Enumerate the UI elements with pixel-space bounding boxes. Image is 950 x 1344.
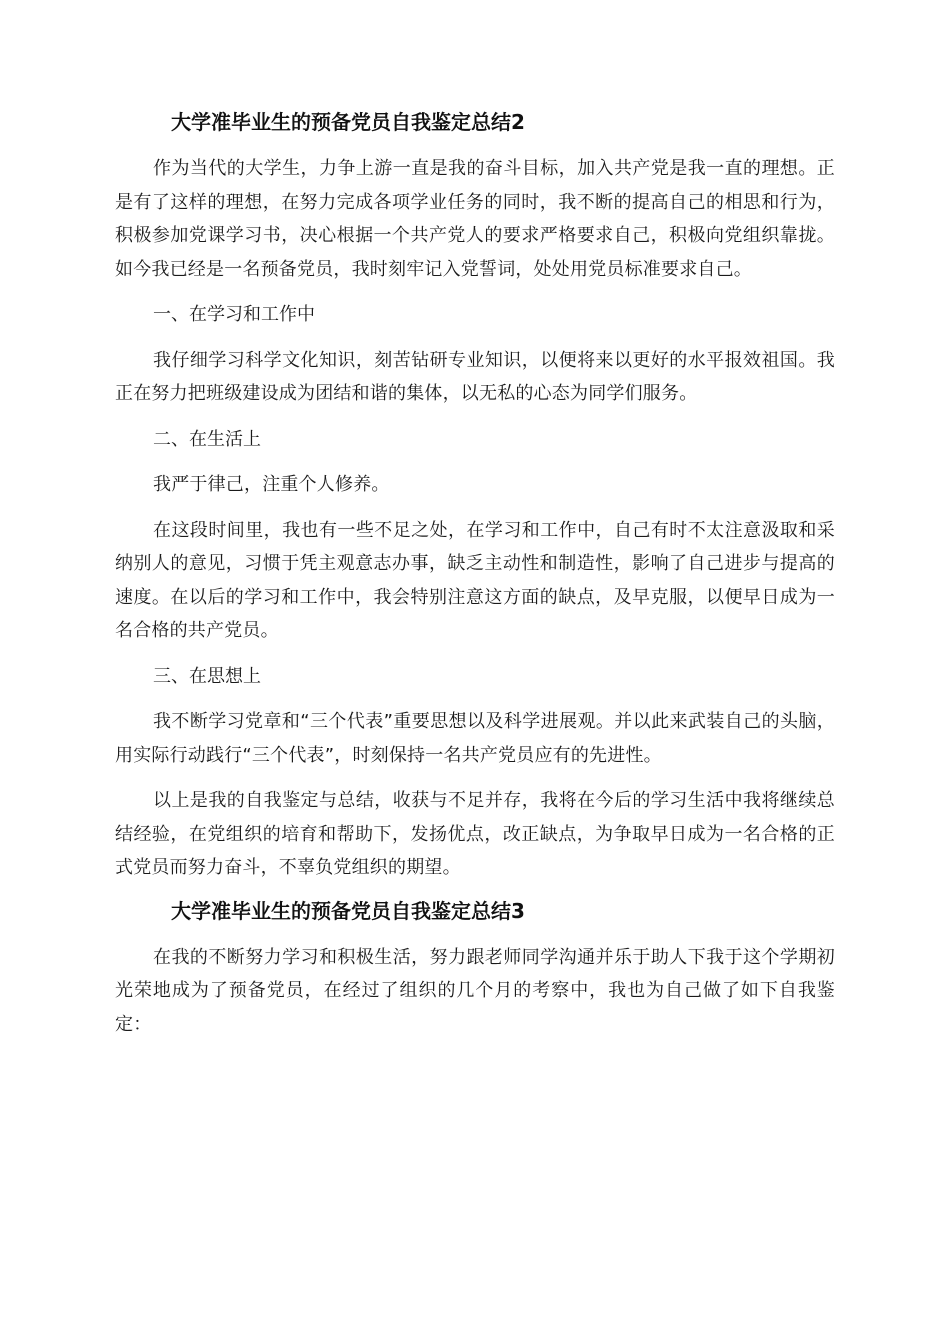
paragraph-study-work: 我仔细学习科学文化知识，刻苦钻研专业知识，以便将来以更好的水平报效祖国。我正在努力把班级建设成为团结和谐的集体，以无私的心态为同学们服务。 [115, 349, 835, 404]
subheading-thought: 三、在思想上 [153, 665, 261, 687]
section-heading-2: 大学准毕业生的预备党员自我鉴定总结2 [171, 110, 525, 134]
subheading-study-work: 一、在学习和工作中 [153, 304, 315, 325]
section-heading-3: 大学准毕业生的预备党员自我鉴定总结3 [171, 898, 525, 923]
paragraph-section3-intro: 在我的不断努力学习和积极生活，努力跟老师同学沟通并乐于助人下我于这个学期初光荣地成为了预备党员，在经过了组织的几个月的考察中，我也为自己做了如下自我鉴定： [115, 946, 835, 1035]
paragraph-thought: 我不断学习党章和“三个代表”重要思想以及科学进展观。并以此来武装自己的头脑，用实际行动践行“三个代表”，时刻保持一名共产党员应有的先进性。 [115, 711, 835, 766]
paragraph-shortcomings: 在这段时间里，我也有一些不足之处，在学习和工作中，自己有时不太注意汲取和采纳别人的意见，习惯于凭主观意志办事，缺乏主动性和制造性，影响了自己进步与提高的速度。在以后的学习和工作中，我会特别注意这方面的缺点，及早克服，以便早日成为一名合格的共产党员。 [115, 519, 835, 641]
paragraph-intro: 作为当代的大学生，力争上游一直是我的奋斗目标，加入共产党是我一直的理想。正是有了这样的理想，在努力完成各项学业任务的同时，我不断的提高自己的相思和行为，积极参加党课学习书，决心根据一个共产党人的要求严格要求自己，积极向党组织靠拢。如今我已经是一名预备党员，我时刻牢记入党誓词，处处用党员标准要求自己。 [115, 158, 835, 280]
document-page [115, 108, 835, 1053]
paragraph-summary: 以上是我的自我鉴定与总结，收获与不足并存，我将在今后的学习生活中我将继续总结经验，在党组织的培育和帮助下，发扬优点，改正缺点，为争取早日成为一名合格的正式党员而努力奋斗，不辜负党组织的期望。 [115, 790, 835, 878]
subheading-life: 二、在生活上 [153, 428, 261, 450]
paragraph-life: 我严于律己，注重个人修养。 [153, 474, 390, 495]
